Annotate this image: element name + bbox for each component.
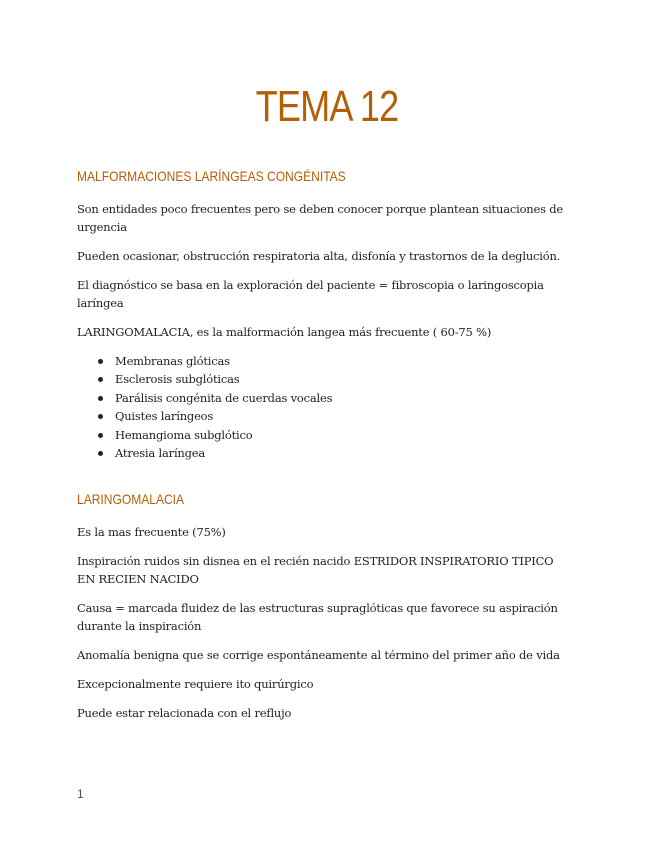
bullet-icon (98, 451, 103, 456)
bullet-icon (98, 359, 103, 364)
list-item: Hemangioma subglótico (77, 426, 332, 444)
paragraph-4: LARINGOMALACIA, es la malformación langea más frecuente ( 60-75 %) (77, 325, 492, 339)
bullet-icon (98, 396, 103, 401)
list-item: Esclerosis subglóticas (77, 370, 332, 388)
paragraph-10: Puede estar relacionada con el reflujo (77, 706, 292, 720)
paragraph-7: Causa = marcada fluidez de las estructuras supraglóticas que favorece su aspiración durante la inspiración (77, 601, 558, 633)
page-title: TEMA 12 (255, 82, 399, 131)
paragraph-3: El diagnóstico se basa en la exploración del paciente = fibroscopia o laringoscopia laríngea (77, 278, 544, 310)
list-item: Membranas glóticas (77, 352, 332, 370)
paragraph-1: Son entidades poco frecuentes pero se deben conocer porque plantean situaciones de urgencia (77, 202, 564, 234)
section-heading-laringomalacia: LARINGOMALACIA (77, 491, 185, 507)
malformations-list (77, 352, 332, 462)
section-heading-malformaciones: MALFORMACIONES LARÍNGEAS CONGÉNITAS (77, 168, 346, 184)
list-item: Quistes laríngeos (77, 407, 332, 425)
list-item: Parálisis congénita de cuerdas vocales (77, 389, 332, 407)
paragraph-9: Excepcionalmente requiere ito quirúrgico (77, 677, 314, 691)
paragraph-8: Anomalía benigna que se corrige espontáneamente al término del primer año de vida (77, 648, 560, 662)
page-number: 1 (77, 787, 84, 801)
list-item: Atresia laríngea (77, 444, 332, 462)
bullet-icon (98, 377, 103, 382)
bullet-icon (98, 414, 103, 419)
paragraph-5: Es la mas frecuente (75%) (77, 525, 226, 539)
paragraph-2: Pueden ocasionar, obstrucción respiratoria alta, disfonía y trastornos de la deglución. (77, 249, 561, 263)
bullet-icon (98, 433, 103, 438)
paragraph-6: Inspiración ruidos sin disnea en el recién nacido ESTRIDOR INSPIRATORIO TIPICO EN RECIEN NACIDO (77, 554, 554, 586)
